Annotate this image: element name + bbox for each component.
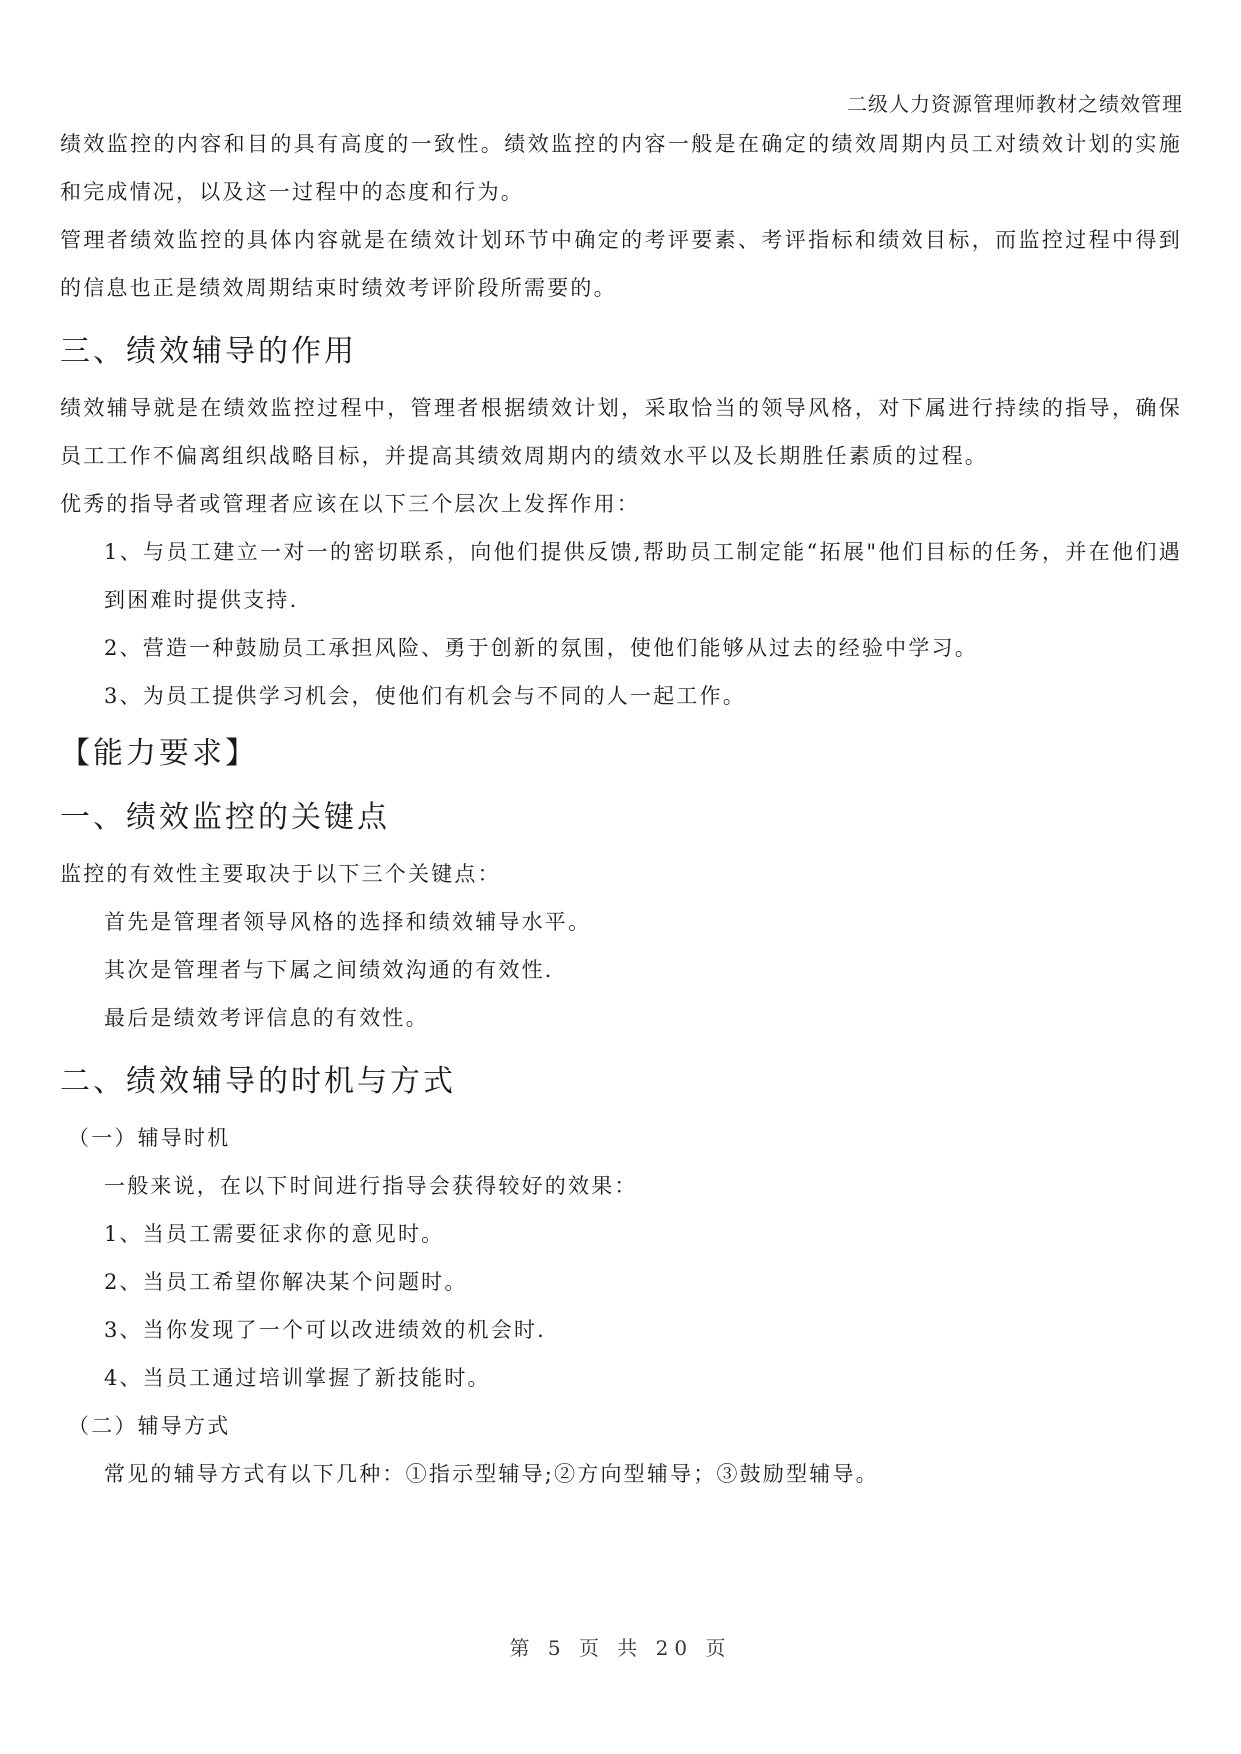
- document-body: [60, 120, 1182, 1498]
- list-item: 3、当你发现了一个可以改进绩效的机会时.: [104, 1318, 547, 1342]
- section-heading: 三、绩效辅导的作用: [60, 334, 357, 369]
- paragraph: 绩效辅导就是在绩效监控过程中，管理者根据绩效计划，采取恰当的领导风格，对下属进行持续的指导，确保员工工作不偏离组织战略目标，并提高其绩效周期内的绩效水平以及长期胜任素质的过程。: [60, 396, 1182, 468]
- subsection-heading: （一）辅导时机: [68, 1126, 231, 1150]
- page-footer: 第 5 页 共 20 页: [509, 1636, 732, 1660]
- list-item: 最后是绩效考评信息的有效性。: [104, 1006, 429, 1030]
- list-item: 首先是管理者领导风格的选择和绩效辅导水平。: [104, 910, 592, 934]
- section-heading: 【能力要求】: [60, 736, 258, 771]
- section-heading: 一、绩效监控的关键点: [60, 800, 390, 835]
- list-item: 4、当员工通过培训掌握了新技能时。: [104, 1366, 491, 1390]
- paragraph: 绩效监控的内容和目的具有高度的一致性。绩效监控的内容一般是在确定的绩效周期内员工对绩效计划的实施和完成情况，以及这一过程中的态度和行为。: [60, 132, 1182, 204]
- subsection-heading: （二）辅导方式: [68, 1414, 231, 1438]
- paragraph: 监控的有效性主要取决于以下三个关键点：: [60, 862, 501, 886]
- list-item: 2、当员工希望你解决某个问题时。: [104, 1270, 468, 1294]
- paragraph: 管理者绩效监控的具体内容就是在绩效计划环节中确定的考评要素、考评指标和绩效目标，而监控过程中得到的信息也正是绩效周期结束时绩效考评阶段所需要的。: [60, 228, 1182, 300]
- list-item: 3、为员工提供学习机会，使他们有机会与不同的人一起工作。: [104, 684, 746, 708]
- paragraph: 常见的辅导方式有以下几种：①指示型辅导;②方向型辅导；③鼓励型辅导。: [104, 1462, 879, 1486]
- list-item: 其次是管理者与下属之间绩效沟通的有效性.: [104, 958, 554, 982]
- list-item: 1、当员工需要征求你的意见时。: [104, 1222, 445, 1246]
- list-item: 1、与员工建立一对一的密切联系，向他们提供反馈,帮助员工制定能“拓展"他们目标的任务，并在他们遇到困难时提供支持.: [104, 540, 1182, 612]
- paragraph: 一般来说，在以下时间进行指导会获得较好的效果：: [104, 1174, 638, 1198]
- paragraph: 优秀的指导者或管理者应该在以下三个层次上发挥作用：: [60, 492, 640, 516]
- section-heading: 二、绩效辅导的时机与方式: [60, 1064, 456, 1099]
- list-item: 2、营造一种鼓励员工承担风险、勇于创新的氛围，使他们能够从过去的经验中学习。: [104, 636, 978, 660]
- page-header: 二级人力资源管理师教材之绩效管理: [847, 92, 1183, 116]
